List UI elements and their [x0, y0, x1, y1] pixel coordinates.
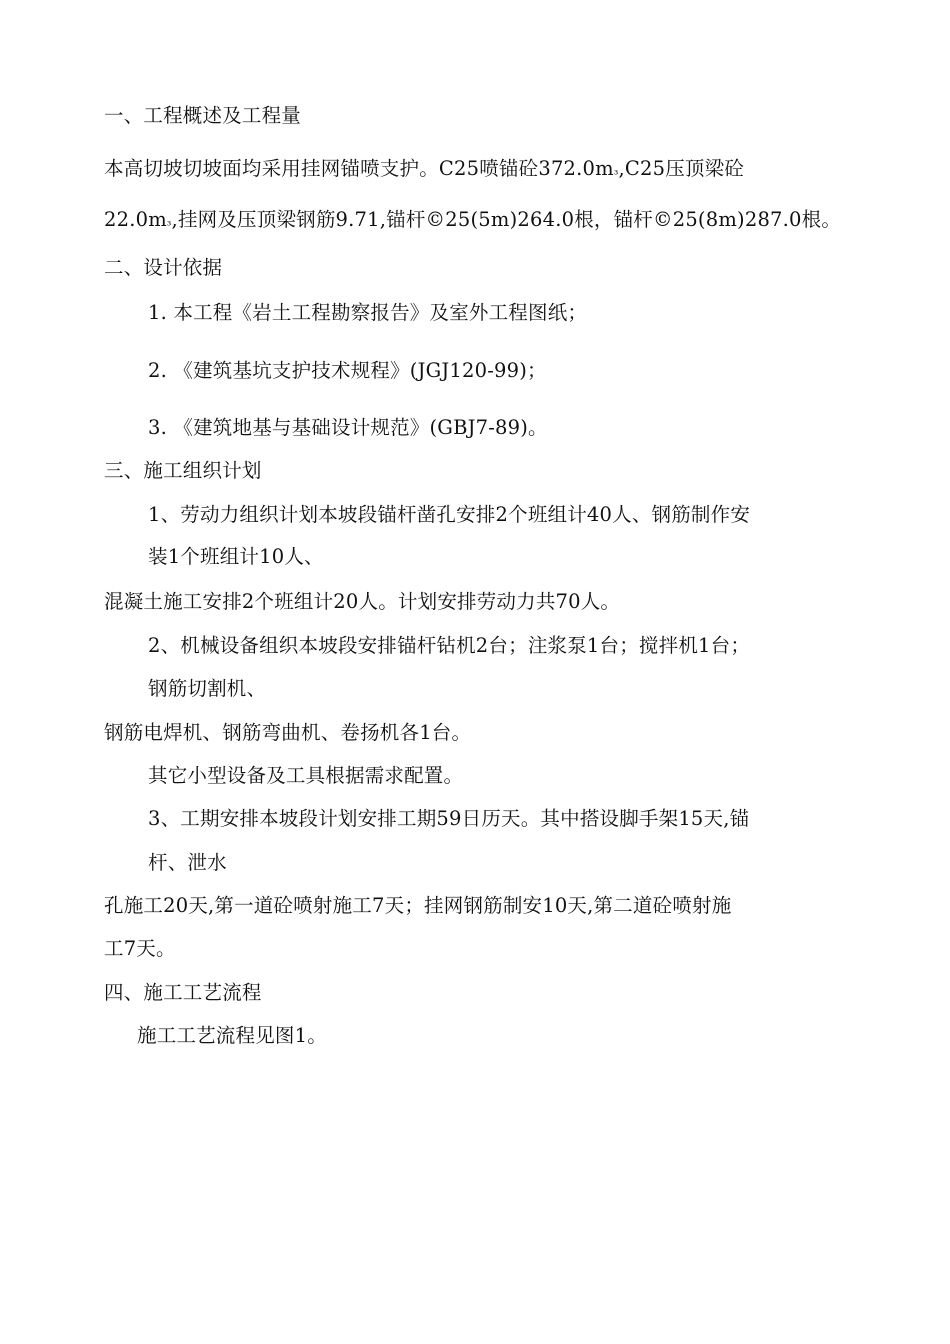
section2-item-3: 3. 《建筑地基与基础设计规范》(GBJ7-89)。 — [148, 416, 548, 439]
section2-heading: 二、设计依据 — [104, 256, 223, 279]
section3-item1-line2: 装1个班组计10人、 — [148, 545, 324, 568]
section3-item2-line1: 2、机械设备组织本坡段安排锚杆钻机2台；注浆泵1台；搅拌机1台； — [148, 634, 751, 657]
section1-line1-text: 本高切坡切坡面均采用挂网锚喷支护。C25喷锚砼372.0m — [104, 157, 614, 180]
section3-item2-line2: 钢筋切割机、 — [148, 677, 267, 700]
section3-item3-line3: 孔施工20天,第一道砼喷射施工7天；挂网钢筋制安10天,第二道砼喷射施 — [104, 894, 732, 917]
cubic-unit: ³ — [613, 168, 619, 181]
section1-line2-text: 22.0m — [104, 208, 167, 231]
section3-item2-line4: 其它小型设备及工具根据需求配置。 — [148, 764, 464, 787]
section3-item2-line3: 钢筋电焊机、钢筋弯曲机、卷扬机各1台。 — [104, 721, 472, 744]
section4-paragraph: 施工工艺流程见图1。 — [137, 1024, 327, 1047]
section4-heading: 四、施工工艺流程 — [104, 981, 262, 1004]
section1-paragraph-line1 — [104, 157, 744, 187]
section3-item3-line2: 杆、泄水 — [148, 851, 227, 874]
section2-item-1: 1. 本工程《岩土工程勘察报告》及室外工程图纸； — [148, 301, 588, 324]
section1-line1-tail: ,C25压顶梁砼 — [618, 157, 745, 180]
section1-line2-tail: ,挂网及压顶梁钢筋9.71,锚杆©25(5m)264.0根，锚杆©25(8m)287.0根。 — [171, 208, 842, 231]
section3-item3-line1: 3、工期安排本坡段计划安排工期59日历天。其中搭设脚手架15天,锚 — [148, 807, 750, 830]
section3-item3-line4: 工7天。 — [104, 937, 176, 960]
section2-item-2: 2. 《建筑基坑支护技术规程》(JGJ120-99)； — [148, 359, 547, 382]
cubic-unit: ³ — [166, 219, 172, 232]
section1-heading: 一、工程概述及工程量 — [104, 104, 302, 127]
section3-heading: 三、施工组织计划 — [104, 459, 262, 482]
section3-item1-line1: 1、劳动力组织计划本坡段锚杆凿孔安排2个班组计40人、钢筋制作安 — [148, 503, 751, 526]
section3-item1-line3: 混凝土施工安排2个班组计20人。计划安排劳动力共70人。 — [104, 590, 621, 613]
section1-paragraph-line2 — [104, 208, 841, 238]
